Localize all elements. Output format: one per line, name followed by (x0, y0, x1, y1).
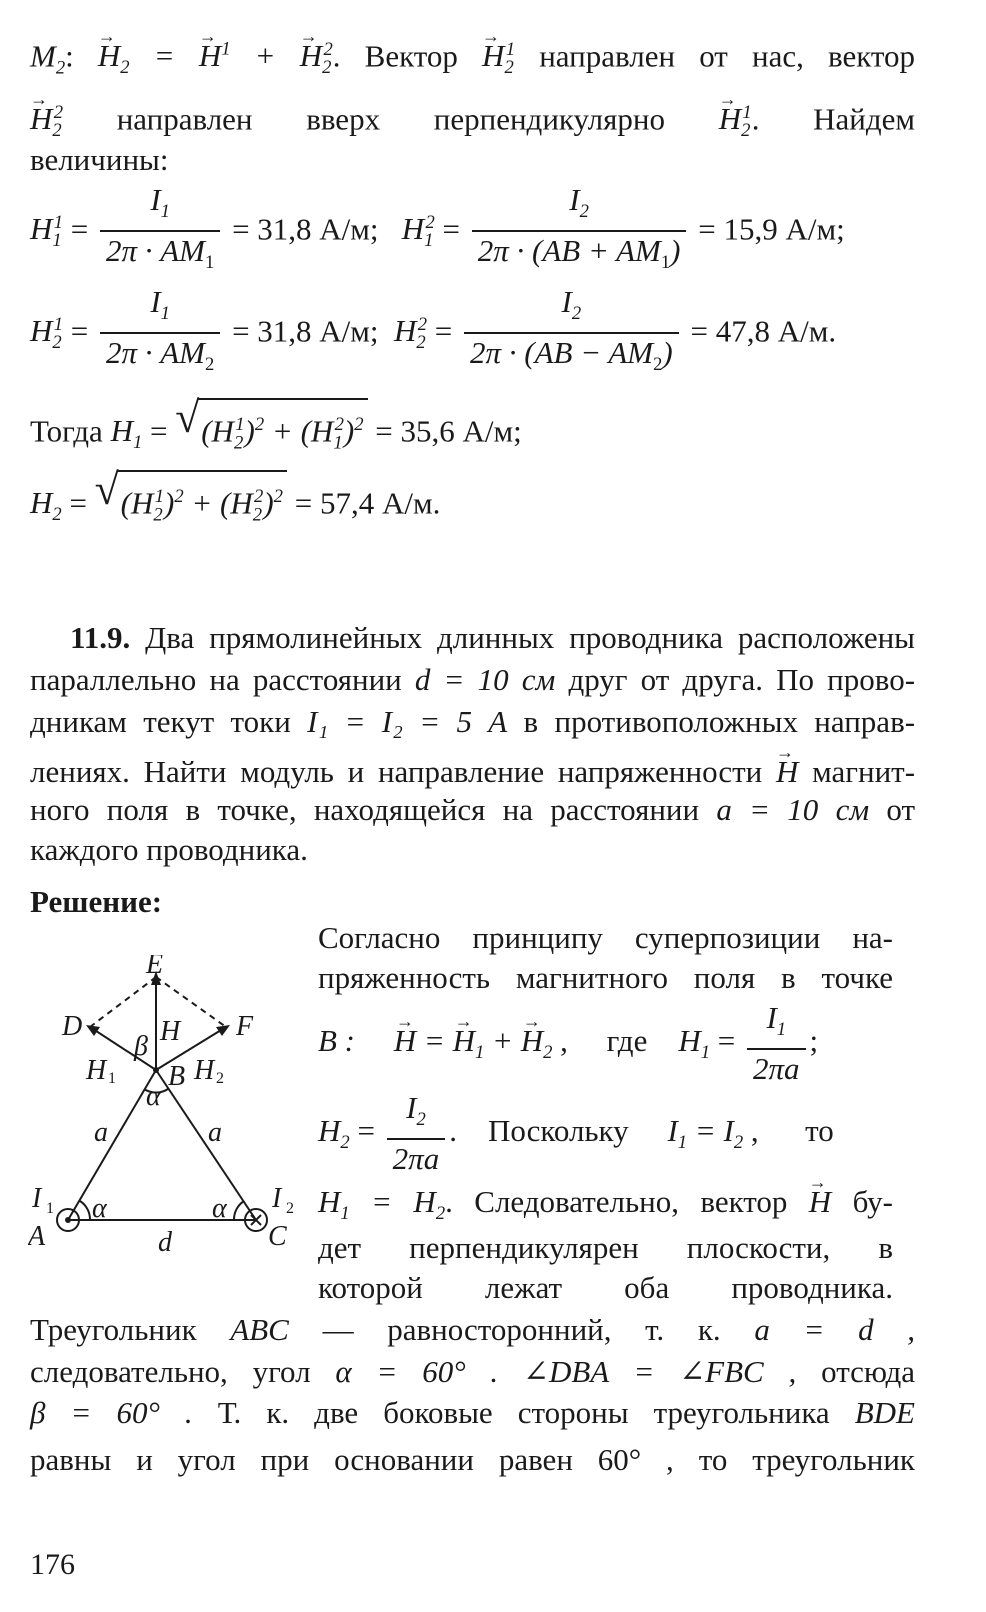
label-h2: H (194, 1055, 215, 1086)
solution-line-2: пряженность магнитного поля в точке (318, 960, 893, 995)
svg-text:2: 2 (286, 1200, 294, 1217)
label-alpha-c: α (212, 1193, 227, 1224)
angle-c (234, 1201, 244, 1220)
label-e: E (146, 955, 164, 980)
solution-line-9: следовательно, угол α = 60° . ∠DBA = ∠FBC , отсюда (30, 1354, 916, 1389)
solution-line-5: $H_1 = H_2$. Следовательно, вектор → H бу- (318, 1182, 893, 1234)
solution-line-8: Треугольник ABC — равносторонний, т. к. a = d , (30, 1312, 916, 1347)
label-beta: β (134, 1031, 148, 1062)
solution-line-1: Согласно принципу суперпозиции на- (318, 920, 893, 955)
problem-line-3: дникам текут токи I₁ = I₂ = 5 А в противоположных направ- (30, 704, 916, 739)
svg-text:1: 1 (108, 1070, 116, 1087)
arrowhead-h2 (216, 1025, 230, 1036)
label-side-a-right: a (208, 1117, 222, 1148)
solution-line-3: B : → H = → $H_1$ + → $H_2$ , где $H_1$ = $\frac{I_1}{2\pi a}$ ; (318, 1000, 893, 1080)
label-alpha-a: α (92, 1193, 107, 1224)
problem-line-6: каждого проводника. (30, 832, 308, 867)
solution-line-6: дет перпендикулярен плоскости, в (318, 1230, 893, 1265)
dot-a (65, 1217, 71, 1223)
label-c: C (268, 1221, 287, 1252)
formula-h2: $H_2$ = √ $(H_2^1)^2 + (H_2^2)^2 = 57,4$ А/м. (30, 470, 915, 520)
label-a: A (28, 1221, 46, 1252)
solution-line-10: β = 60° . Т. к. две боковые стороны треугольника BDE (30, 1395, 915, 1430)
label-i1: I (32, 1183, 42, 1214)
solution-line-7: которой лежат оба проводника. (318, 1270, 893, 1305)
label-alpha-b: α (146, 1081, 161, 1112)
label-f: F (236, 1011, 254, 1042)
problem-line-1: 11.9. Два прямолинейных длинных проводника расположены (70, 620, 916, 655)
problem-line-2: параллельно на расстоянии d = 10 см друг от друга. По прово- (30, 662, 916, 697)
label-d-length: d (158, 1227, 172, 1258)
problem-number: 11.9. (70, 620, 131, 655)
solution-line-11: равны и угол при основании равен 60° , то треугольник (30, 1442, 915, 1477)
label-i2: I (272, 1183, 282, 1214)
svg-text:1: 1 (46, 1200, 54, 1217)
prev-line-3: величины: (30, 142, 169, 177)
arrowhead-h1 (86, 1025, 100, 1036)
solution-line-4: $H_2$ = $\frac{I_2}{2\pi a}$ . Поскольку $I_1 = I_2$ , то (318, 1090, 834, 1177)
label-h: H (160, 1016, 181, 1047)
problem-line-4: лениях. Найти модуль и направление напряженности → H магнит- (30, 752, 915, 792)
angle-a (80, 1201, 90, 1220)
label-b: B (168, 1061, 186, 1092)
svg-text:2: 2 (216, 1070, 224, 1087)
page-number: 176 (30, 1548, 75, 1581)
side-bc (156, 1070, 256, 1220)
formula-h1: Тогда $H_1$ = √ $(H_2^1)^2 + (H_1^2)^2 = 35,6$ А/м; (30, 398, 915, 448)
label-side-a-left: a (94, 1117, 108, 1148)
dashed-ed (90, 977, 156, 1027)
label-h1: H (86, 1055, 107, 1086)
triangle-figure (28, 955, 308, 1260)
solution-heading: Решение: (30, 884, 163, 919)
problem-line-5: ного поля в точке, находящейся на расстоянии a = 10 см от (30, 792, 916, 827)
formula-row-2: $H_2^1$ = $\frac{I_1}{2\pi \cdot AM_2}$ = 31,8 А/м; $H_2^2$ = $\frac{I_2}{2\pi \cdot (AB - AM_2)}$ = 47,8 А/м. (30, 284, 915, 364)
label-d: D (62, 1011, 83, 1042)
point-b (153, 1067, 159, 1073)
side-ab (68, 1070, 156, 1220)
prev-line-2: → $H_2^2$ направлен вверх перпендикулярно → $H_2^1$. Найдем (30, 93, 915, 152)
formula-row-1: $H_1^1$ = $\frac{I_1}{2\pi \cdot AM_1}$ = 31,8 А/м; $H_1^2$ = $\frac{I_2}{2\pi \cdot (AB + AM_1)}$ = 15,9 А/м; (30, 182, 915, 262)
prev-line-1: $M_2$: → $H_2$ = → $H^1$ + → $H_2^2$. Вектор → $H_2^1$ направлен от нас, вектор (30, 30, 915, 89)
